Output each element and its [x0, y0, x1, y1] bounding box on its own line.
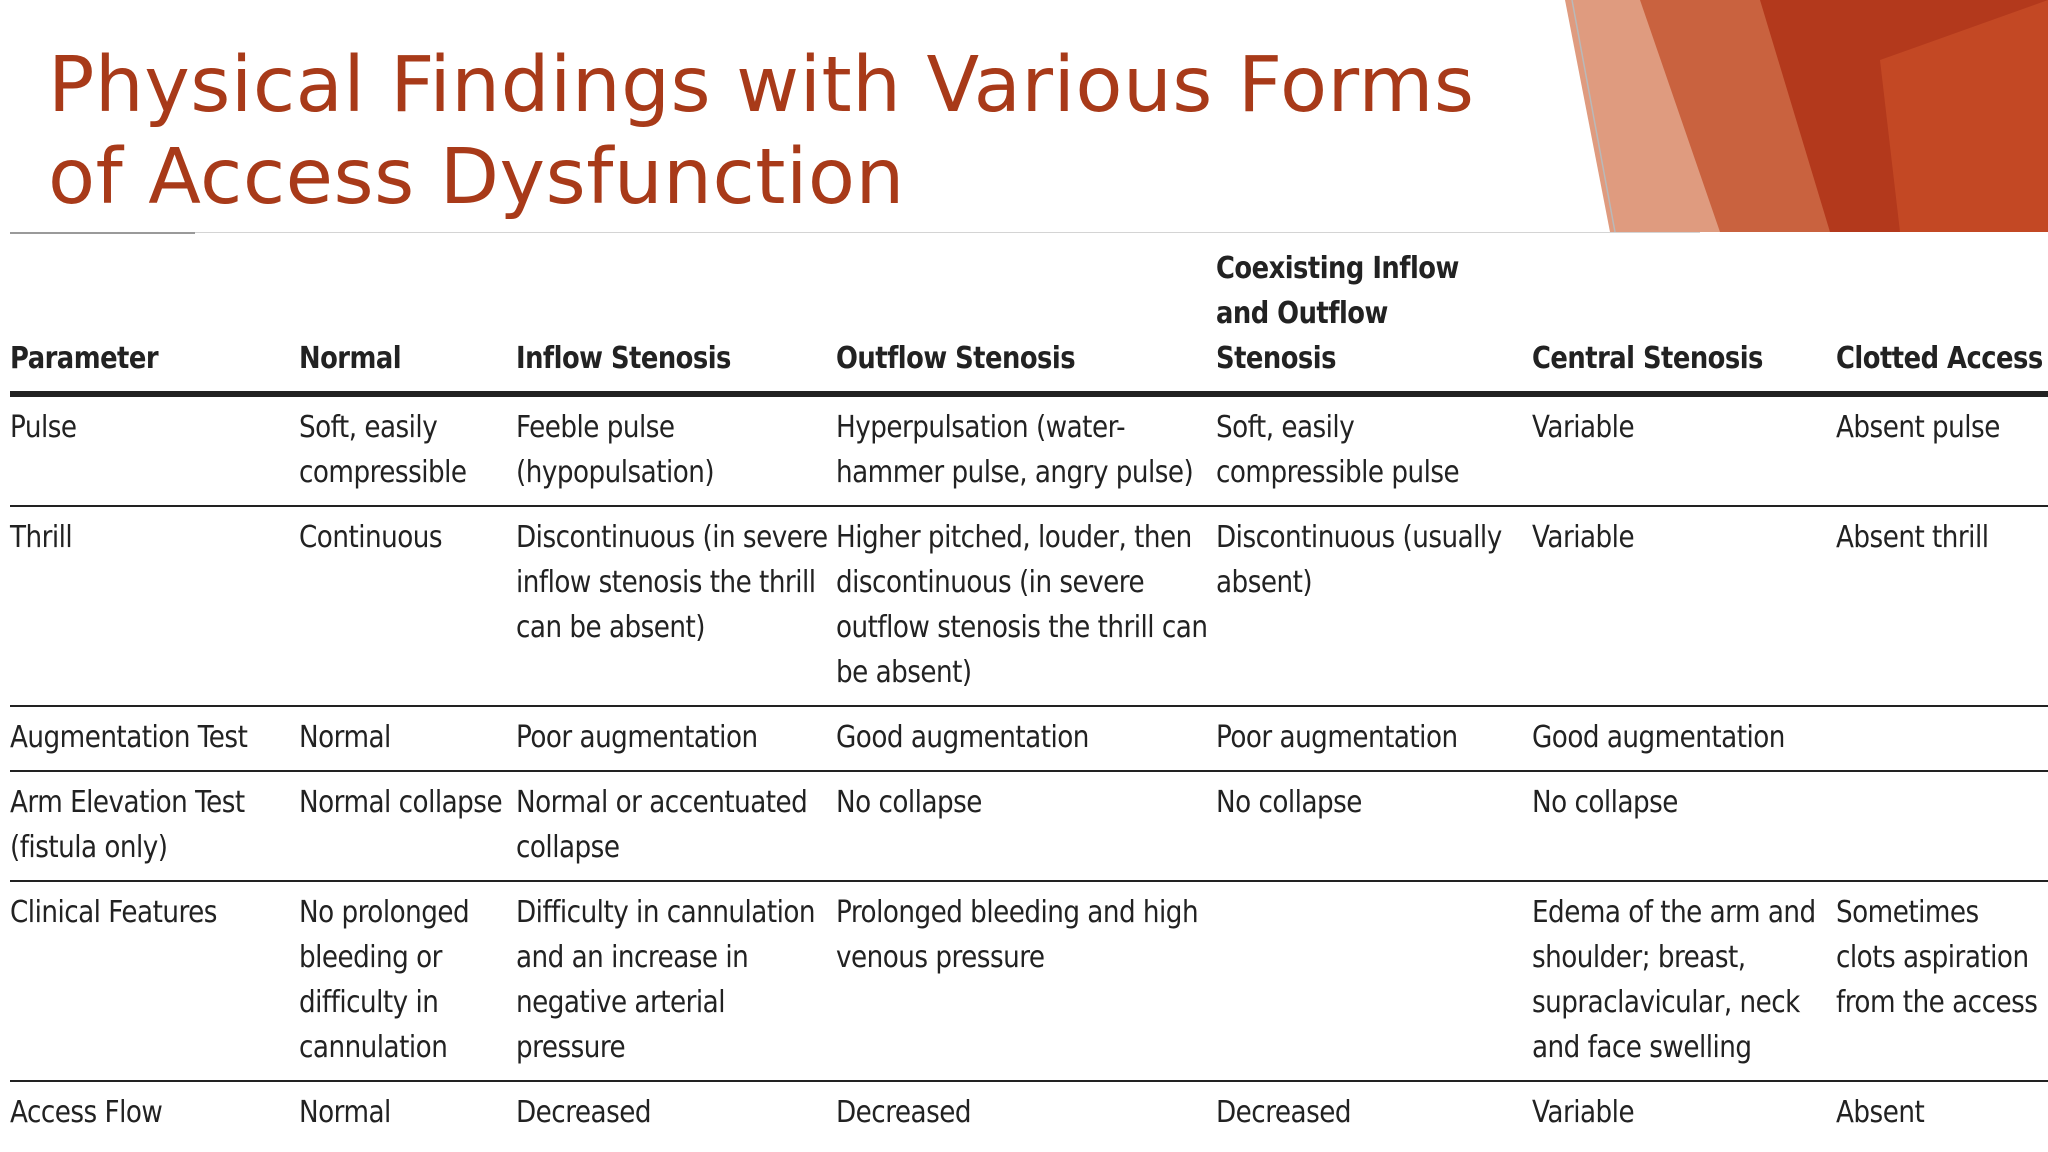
column-header-parameter: Parameter	[10, 246, 299, 394]
table-cell: Absent	[1836, 1095, 1925, 1130]
table-cell: Sometimes clots aspiration from the access	[1836, 881, 2048, 1081]
table-cell: Feeble pulse (hypopulsation)	[516, 394, 836, 506]
table-cell	[1836, 771, 2048, 881]
table-cell: Variable	[1532, 1095, 1635, 1130]
table-cell: Poor augmentation	[1216, 706, 1532, 771]
column-header-outflow-stenosis: Outflow Stenosis	[836, 246, 1216, 394]
table-cell	[1836, 706, 2048, 771]
table-cell: Decreased	[516, 1095, 651, 1130]
table-row-augmentation-test	[10, 706, 2048, 771]
table-cell: Poor augmentation	[516, 706, 836, 771]
table-cell: Decreased	[1216, 1095, 1351, 1130]
table-cell: Augmentation Test	[10, 706, 299, 771]
title-divider	[10, 232, 1700, 233]
table-cell: Access Flow	[10, 1095, 163, 1130]
table-cell: Higher pitched, louder, then discontinuous (in severe outflow stenosis the thrill can be absent)	[836, 506, 1216, 706]
table-cell: Thrill	[10, 506, 299, 706]
table-cell: No collapse	[1532, 771, 1836, 881]
table-row-pulse	[10, 394, 2048, 506]
table-cell: Difficulty in cannulation and an increase in negative arterial pressure	[516, 881, 836, 1081]
table-row-access-flow	[10, 1081, 2048, 1145]
table-cell: Normal	[299, 706, 516, 771]
table-cell: Good augmentation	[1532, 706, 1836, 771]
column-header-normal: Normal	[299, 246, 516, 394]
table-cell: No collapse	[836, 771, 1216, 881]
table-cell: Hyperpulsation (water-hammer pulse, angry pulse)	[836, 394, 1216, 506]
table-cell: Variable	[1532, 506, 1836, 706]
table-cell: Absent thrill	[1836, 506, 2048, 706]
findings-table	[10, 246, 2048, 1145]
table-cell: Normal collapse	[299, 771, 516, 881]
table-cell: Clinical Features	[10, 881, 299, 1081]
column-header-inflow-stenosis: Inflow Stenosis	[516, 246, 836, 394]
slide-title: Physical Findings with Various Forms of Access Dysfunction	[48, 41, 1475, 222]
table-row-arm-elevation-test	[10, 771, 2048, 881]
table-cell: Absent pulse	[1836, 394, 2048, 506]
table-cell: Continuous	[299, 506, 516, 706]
column-header-coexisting-stenosis: Coexisting Inflow and Outflow Stenosis	[1216, 246, 1532, 394]
table-cell: Good augmentation	[836, 706, 1216, 771]
table-cell	[1216, 881, 1532, 1081]
table-cell: Arm Elevation Test (fistula only)	[10, 771, 299, 881]
table-header-row	[10, 246, 2048, 394]
table-cell: Soft, easily compressible	[299, 394, 516, 506]
table-row-clinical-features	[10, 881, 2048, 1081]
column-header-central-stenosis: Central Stenosis	[1532, 246, 1836, 394]
column-header-clotted-access: Clotted Access	[1836, 246, 2048, 394]
table-cell: Discontinuous (in severe inflow stenosis the thrill can be absent)	[516, 506, 836, 706]
table-cell: Soft, easily compressible pulse	[1216, 394, 1532, 506]
table-cell: Normal or accentuated collapse	[516, 771, 836, 881]
table-cell: No prolonged bleeding or difficulty in cannulation	[299, 881, 516, 1081]
title-divider-accent	[10, 232, 195, 234]
table-cell: Normal	[299, 1095, 391, 1130]
table-cell: Prolonged bleeding and high venous pressure	[836, 881, 1216, 1081]
table-cell: Edema of the arm and shoulder; breast, supraclavicular, neck and face swelling	[1532, 881, 1836, 1081]
table-cell: Discontinuous (usually absent)	[1216, 506, 1532, 706]
table-cell: No collapse	[1216, 771, 1532, 881]
table-cell: Decreased	[836, 1095, 971, 1130]
table-cell: Pulse	[10, 394, 299, 506]
table-row-thrill	[10, 506, 2048, 706]
table-cell: Variable	[1532, 394, 1836, 506]
